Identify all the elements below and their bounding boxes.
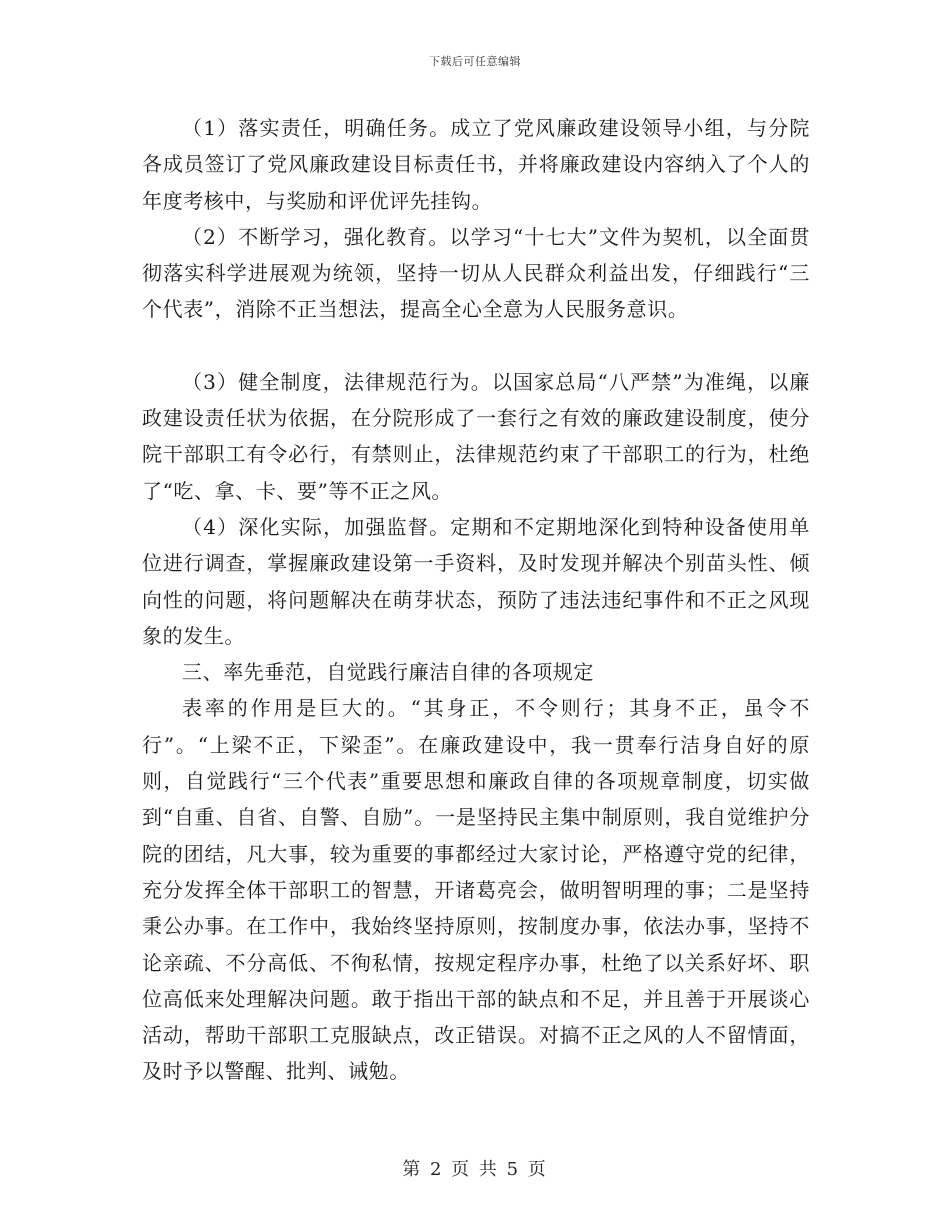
paragraph-4: （4）深化实际，加强监督。定期和不定期地深化到特种设备使用单位进行调查，掌握廉政建设第一手资料，及时发现并解决个别苗头性、倾向性的问题，将问题解决在萌芽状态，预防了违法违纪事件和不正之风现象的发生。 <box>142 514 810 648</box>
paragraph-1: （1）落实责任，明确任务。成立了党风廉政建设领导小组，与分院各成员签订了党风廉政建设目标责任书，并将廉政建设内容纳入了个人的年度考核中，与奖励和评优评先挂钩。 <box>142 116 810 213</box>
paragraph-2: （2）不断学习，强化教育。以学习“十七大”文件为契机，以全面贯彻落实科学进展观为统领，坚持一切从人民群众利益出发，仔细践行“三个代表”，消除不正当想法，提高全心全意为人民服务意识。 <box>142 224 810 322</box>
paragraph-final: 表率的作用是巨大的。“其身正，不令则行；其身不正，虽令不行”。“上梁不正，下梁歪”。在廉政建设中，我一贯奉行洁身自好的原则，自觉践行“三个代表”重要思想和廉政自律的各项规章制度，切实做到“自重、自省、自警、自励”。一是坚持民主集中制原则，我自觉维护分院的团结，凡大事，较为重要的事都经过大家讨论，严格遵守党的纪律，充分发挥全体干部职工的智慧，开诸葛亮会，做明智明理的事；二是坚持秉公办事。在工作中，我始终坚持原则，按制度办事，依法办事，坚持不论亲疏、不分高低、不徇私情，按规定程序办事，杜绝了以关系好坏、职位高低来处理解决问题。敢于指出干部的缺点和不足，并且善于开展谈心活动，帮助干部职工克服缺点，改正错误。对搞不正之风的人不留情面，及时予以警醒、批判、诫勉。 <box>142 696 810 1084</box>
page-number-footer: 第 2 页 共 5 页 <box>402 1159 548 1180</box>
header-note: 下载后可任意编辑 <box>429 55 521 68</box>
section-heading: 三、率先垂范，自觉践行廉洁自律的各项规定 <box>182 660 594 685</box>
document-body <box>142 110 810 1090</box>
paragraph-3: （3）健全制度，法律规范行为。以国家总局“八严禁”为准绳，以廉政建设责任状为依据，在分院形成了一套行之有效的廉政建设制度，使分院干部职工有令必行，有禁则止，法律规范约束了干部职工的行为，杜绝了“吃、拿、卡、要”等不正之风。 <box>142 369 810 503</box>
